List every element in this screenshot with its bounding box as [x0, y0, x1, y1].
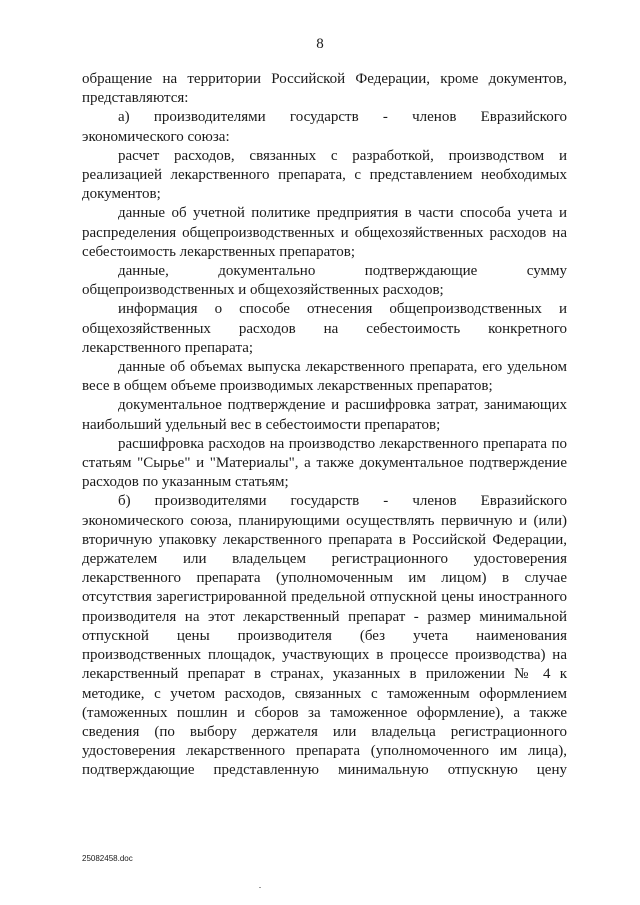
paragraph-item-b: б) производителями государств - членов Евразийского экономического союза, планирующими осуществлять первичную и (или) вторичную упаковку лекарственного препарата в Российской Федерации, держателем или владельцем регистрационного удостоверения лекарственного препарата (уполномоченным им лицом) в случае отсутствия зарегистрированной предельной отпускной цены иностранного производителя на этот лекарственный препарат - размер минимальной отпускной цены производителя (без учета наименования производственных площадок, участвующих в процессе производства) на лекарственный препарат в странах, указанных в приложении № 4 к методике, с учетом расходов, связанных с таможенным оформлением (таможенных пошлин и сборов за таможенное оформление), а также сведения (по выбору держателя или владельца регистрационного удостоверения лекарственного препарата (уполномоченного им лица), подтверждающие представленную минимальную отпускную цену: [82, 493, 567, 779]
paragraph-continuation: обращение на территории Российской Федерации, кроме документов, представляются:: [82, 71, 567, 107]
paragraph-major-costs: документальное подтверждение и расшифровка затрат, занимающих наибольший удельный вес в себестоимости препаратов;: [82, 397, 567, 433]
paragraph-raw-materials-breakdown: расшифровка расходов на производство лекарственного препарата по статьям "Сырье" и "Материалы", а также документальное подтверждение расходов по указанным статьям;: [82, 435, 567, 491]
paragraph-item-a-intro: а) производителями государств - членов Евразийского экономического союза:: [82, 109, 567, 145]
paragraph-accounting-policy: данные об учетной политике предприятия в части способа учета и распределения общепроизводственных и общехозяйственных расходов на себестоимость лекарственных препаратов;: [82, 205, 567, 260]
paragraph-overhead-confirmation: данные, документально подтверждающие сумму общепроизводственных и общехозяйственных расходов;: [82, 263, 567, 299]
paragraph-cost-calculation: расчет расходов, связанных с разработкой, производством и реализацией лекарственного препарата, с представлением необходимых документов;: [82, 147, 567, 203]
page-number: 8: [316, 36, 324, 52]
paragraph-production-volume: данные об объемах выпуска лекарственного препарата, его удельном весе в общем объеме производимых лекарственных препаратов;: [82, 359, 567, 395]
paragraph-overhead-allocation: информация о способе отнесения общепроизводственных и общехозяйственных расходов на себестоимость конкретного лекарственного препарата;: [82, 301, 567, 356]
document-body: [82, 70, 567, 781]
document-file-code: 25082458.doc: [82, 854, 133, 863]
scan-speck: [259, 887, 261, 888]
